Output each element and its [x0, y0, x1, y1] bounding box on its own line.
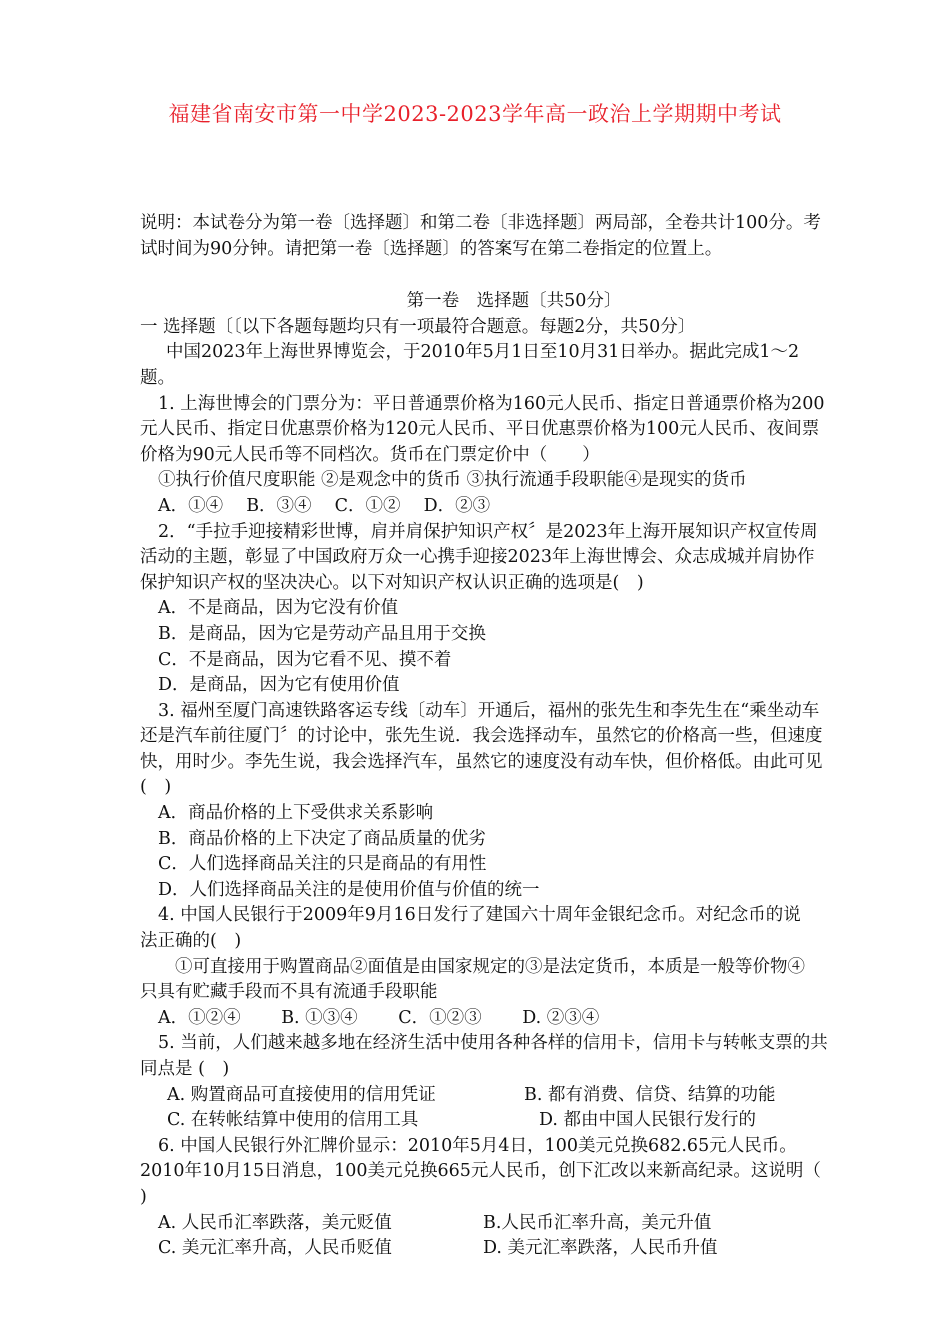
- q6-option-d: D. 美元汇率跌落，人民币升值: [483, 1238, 718, 1259]
- q4-stem-line: 4. 中国人民银行于2009年9月16日发行了建国六十周年金银纪念币。对纪念币的说: [158, 905, 801, 926]
- q5-option-d: D. 都由中国人民银行发行的: [539, 1110, 757, 1131]
- q2-option-d: D．是商品，因为它有使用价值: [158, 675, 400, 696]
- instructions-line: 说明：本试卷分为第一卷〔选择题〕和第二卷〔非选择题〕两局部，全卷共计100分。考: [140, 213, 821, 233]
- q3-option-b: B．商品价格的上下决定了商品质量的优劣: [158, 828, 486, 849]
- q4-options: A．①②④ B. ①③④ C．①②③ D. ②③④: [158, 1007, 600, 1028]
- q5-option-b: B. 都有消费、信贷、结算的功能: [524, 1084, 776, 1105]
- q2-stem-line: 活动的主题，彰显了中国政府万众一心携手迎接2023年上海世博会、众志成城并肩协作: [140, 547, 815, 568]
- instructions-line: 试时间为90分钟。请把第一卷〔选择题〕的答案写在第二卷指定的位置上。: [140, 238, 723, 259]
- q3-stem-line: 3. 福州至厦门高速铁路客运专线〔动车〕开通后，福州的张先生和李先生在“乘坐动车: [158, 700, 820, 721]
- q1-stem-line: 价格为90元人民币等不同档次。货币在门票定价中（ ）: [140, 444, 600, 465]
- page-title: 福建省南安市第一中学2023-2023学年高一政治上学期期中考试: [168, 102, 782, 126]
- exam-body: [140, 211, 888, 1262]
- q2-stem-line: 保护知识产权的坚决决心。以下对知识产权认识正确的选项是( ): [140, 572, 644, 593]
- q3-stem-line: 快，用时少。李先生说，我会选择汽车，虽然它的速度没有动车快，但价格低。由此可见: [140, 751, 823, 772]
- q6-option-b: B.人民币汇率升高，美元升值: [483, 1212, 712, 1233]
- q3-option-d: D．人们选择商品关注的是使用价值与价值的统一: [158, 879, 540, 900]
- intro-line: 中国2023年上海世界博览会，于2010年5月1日至10月31日举办。据此完成1～2: [166, 342, 800, 363]
- q6-options-row: [140, 1236, 888, 1262]
- q4-stem-line: 法正确的( ): [140, 931, 242, 952]
- q4-items-line: 只具有贮藏手段而不具有流通手段职能: [140, 982, 438, 1003]
- q4-items-line: ①可直接用于购置商品②面值是由国家规定的③是法定货币，本质是一般等价物④: [175, 956, 805, 977]
- q5-stem-line: 同点是 ( ): [140, 1059, 230, 1079]
- q5-option-a: A. 购置商品可直接使用的信用凭证: [167, 1084, 436, 1105]
- q3-option-c: C．人们选择商品关注的只是商品的有用性: [158, 854, 487, 875]
- q2-stem-line: 2．“手拉手迎接精彩世博，肩并肩保护知识产权〞是2023年上海开展知识产权宣传周: [158, 521, 818, 542]
- q1-items: ①执行价值尺度职能 ②是观念中的货币 ③执行流通手段职能④是现实的货币: [158, 470, 747, 491]
- q2-option-a: A．不是商品，因为它没有价值: [158, 598, 399, 619]
- q2-option-c: C．不是商品，因为它看不见、摸不着: [158, 649, 452, 670]
- q6-options-row: [140, 1211, 888, 1237]
- q1-stem-line: 元人民币、指定日优惠票价格为120元人民币、平日优惠票价格为100元人民币、夜间票: [140, 419, 820, 440]
- q5-stem-line: 5. 当前，人们越来越多地在经济生活中使用各种各样的信用卡，信用卡与转帐支票的共: [158, 1033, 828, 1054]
- q1-options: A．①④ B．③④ C．①② D．②③: [158, 495, 491, 516]
- q6-stem-line: ): [140, 1186, 147, 1207]
- q6-option-c: C. 美元汇率升高，人民币贬值: [158, 1238, 392, 1259]
- q6-stem-line: 2010年10月15日消息，100美元兑换665元人民币，创下汇改以来新高纪录。这说明（: [140, 1161, 821, 1182]
- q6-stem-line: 6. 中国人民银行外汇牌价显示：2010年5月4日，100美元兑换682.65元人民币。: [158, 1135, 797, 1156]
- q5-options-row: [140, 1083, 888, 1109]
- intro-line: 题。: [140, 367, 175, 388]
- q3-stem-line: ( ): [140, 777, 172, 798]
- part1-heading: 第一卷 选择题〔共50分〕: [406, 291, 622, 312]
- q5-option-c: C. 在转帐结算中使用的信用工具: [167, 1110, 419, 1131]
- q2-option-b: B．是商品，因为它是劳动产品且用于交换: [158, 623, 486, 644]
- q3-option-a: A．商品价格的上下受供求关系影响: [158, 803, 434, 824]
- q3-stem-line: 还是汽车前往厦门〞的讨论中，张先生说．我会选择动车，虽然它的价格高一些，但速度: [140, 726, 823, 747]
- q5-options-row: [140, 1108, 888, 1134]
- q6-option-a: A. 人民币汇率跌落，美元贬值: [158, 1212, 392, 1233]
- q1-stem-line: 1. 上海世博会的门票分为：平日普通票价格为160元人民币、指定日普通票价格为200: [158, 393, 825, 414]
- section-heading: 一 选择题〔〔以下各题每题均只有一项最符合题意。每题2分，共50分〕: [140, 316, 696, 337]
